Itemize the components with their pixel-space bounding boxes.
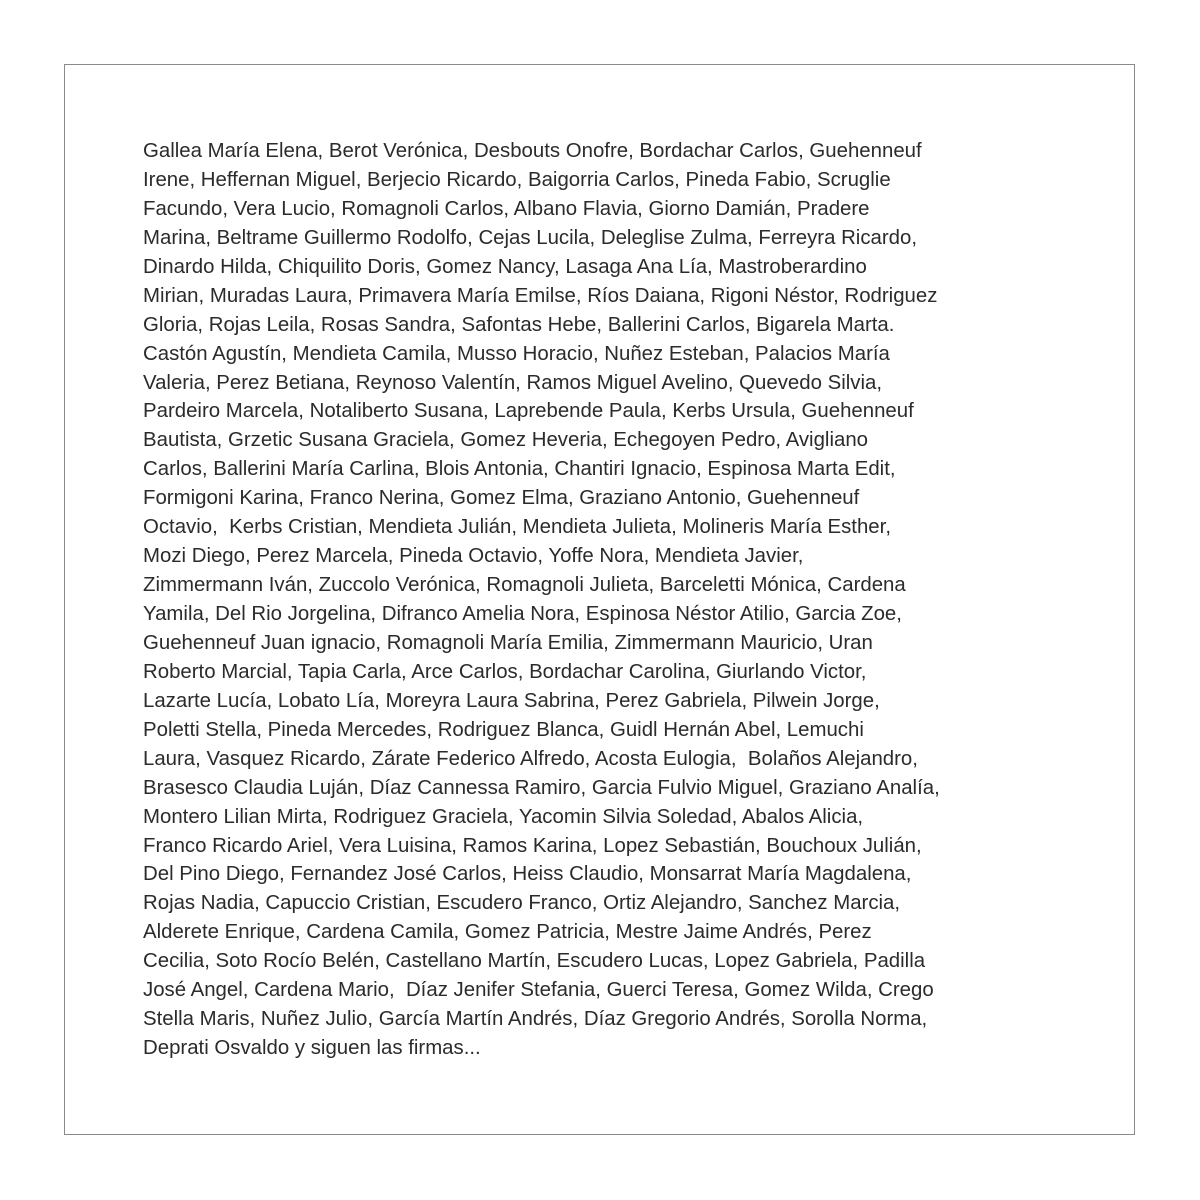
text-line: Mozi Diego, Perez Marcela, Pineda Octavio, Yoffe Nora, Mendieta Javier, (143, 545, 804, 568)
text-line: Dinardo Hilda, Chiquilito Doris, Gomez Nancy, Lasaga Ana Lía, Mastroberardino (143, 255, 867, 278)
text-line: José Angel, Cardena Mario, Díaz Jenifer Stefania, Guerci Teresa, Gomez Wilda, Crego (143, 979, 934, 1002)
text-line: Octavio, Kerbs Cristian, Mendieta Julián, Mendieta Julieta, Molineris María Esther, (143, 516, 891, 539)
text-line: Irene, Heffernan Miguel, Berjecio Ricardo, Baigorria Carlos, Pineda Fabio, Scruglie (143, 168, 891, 191)
text-line: Stella Maris, Nuñez Julio, García Martín Andrés, Díaz Gregorio Andrés, Sorolla Norma, (143, 1008, 928, 1031)
text-line: Guehenneuf Juan ignacio, Romagnoli María Emilia, Zimmermann Mauricio, Uran (143, 631, 873, 654)
text-line: Deprati Osvaldo y siguen las firmas... (143, 1037, 481, 1060)
text-line: Carlos, Ballerini María Carlina, Blois Antonia, Chantiri Ignacio, Espinosa Marta Edit, (143, 458, 896, 481)
text-line: Gallea María Elena, Berot Verónica, Desbouts Onofre, Bordachar Carlos, Guehenneuf (143, 140, 922, 162)
text-line: Formigoni Karina, Franco Nerina, Gomez Elma, Graziano Antonio, Guehenneuf (143, 487, 860, 510)
text-line: Montero Lilian Mirta, Rodriguez Graciela, Yacomin Silvia Soledad, Abalos Alicia, (143, 805, 864, 828)
text-line: Castón Agustín, Mendieta Camila, Musso Horacio, Nuñez Esteban, Palacios María (143, 342, 890, 365)
text-line: Rojas Nadia, Capuccio Cristian, Escudero Franco, Ortiz Alejandro, Sanchez Marcia, (143, 892, 901, 915)
signature-list (143, 137, 1073, 1063)
text-line: Facundo, Vera Lucio, Romagnoli Carlos, Albano Flavia, Giorno Damián, Pradere (143, 197, 870, 220)
text-line: Del Pino Diego, Fernandez José Carlos, Heiss Claudio, Monsarrat María Magdalena, (143, 863, 912, 886)
text-line: Alderete Enrique, Cardena Camila, Gomez Patricia, Mestre Jaime Andrés, Perez (143, 921, 872, 944)
page-frame (64, 64, 1135, 1135)
text-line: Roberto Marcial, Tapia Carla, Arce Carlos, Bordachar Carolina, Giurlando Victor, (143, 660, 867, 683)
text-line: Brasesco Claudia Luján, Díaz Cannessa Ramiro, Garcia Fulvio Miguel, Graziano Analía, (143, 776, 940, 799)
text-line: Poletti Stella, Pineda Mercedes, Rodriguez Blanca, Guidl Hernán Abel, Lemuchi (143, 718, 864, 741)
text-line: Zimmermann Iván, Zuccolo Verónica, Romagnoli Julieta, Barceletti Mónica, Cardena (143, 574, 906, 597)
text-line: Bautista, Grzetic Susana Graciela, Gomez Heveria, Echegoyen Pedro, Avigliano (143, 429, 869, 452)
text-line: Cecilia, Soto Rocío Belén, Castellano Martín, Escudero Lucas, Lopez Gabriela, Padilla (143, 950, 926, 973)
text-line: Gloria, Rojas Leila, Rosas Sandra, Safontas Hebe, Ballerini Carlos, Bigarela Marta. (143, 313, 895, 336)
text-line: Marina, Beltrame Guillermo Rodolfo, Cejas Lucila, Deleglise Zulma, Ferreyra Ricardo, (143, 226, 917, 249)
text-line: Franco Ricardo Ariel, Vera Luisina, Ramos Karina, Lopez Sebastián, Bouchoux Julián, (143, 834, 922, 857)
text-line: Valeria, Perez Betiana, Reynoso Valentín, Ramos Miguel Avelino, Quevedo Silvia, (143, 371, 882, 394)
text-line: Pardeiro Marcela, Notaliberto Susana, Laprebende Paula, Kerbs Ursula, Guehenneuf (143, 400, 914, 423)
text-line: Mirian, Muradas Laura, Primavera María Emilse, Ríos Daiana, Rigoni Néstor, Rodriguez (143, 284, 938, 307)
text-line: Laura, Vasquez Ricardo, Zárate Federico Alfredo, Acosta Eulogia, Bolaños Alejandro, (143, 747, 918, 770)
text-line: Yamila, Del Rio Jorgelina, Difranco Amelia Nora, Espinosa Néstor Atilio, Garcia Zoe, (143, 603, 902, 625)
text-line: Lazarte Lucía, Lobato Lía, Moreyra Laura Sabrina, Perez Gabriela, Pilwein Jorge, (143, 689, 880, 712)
